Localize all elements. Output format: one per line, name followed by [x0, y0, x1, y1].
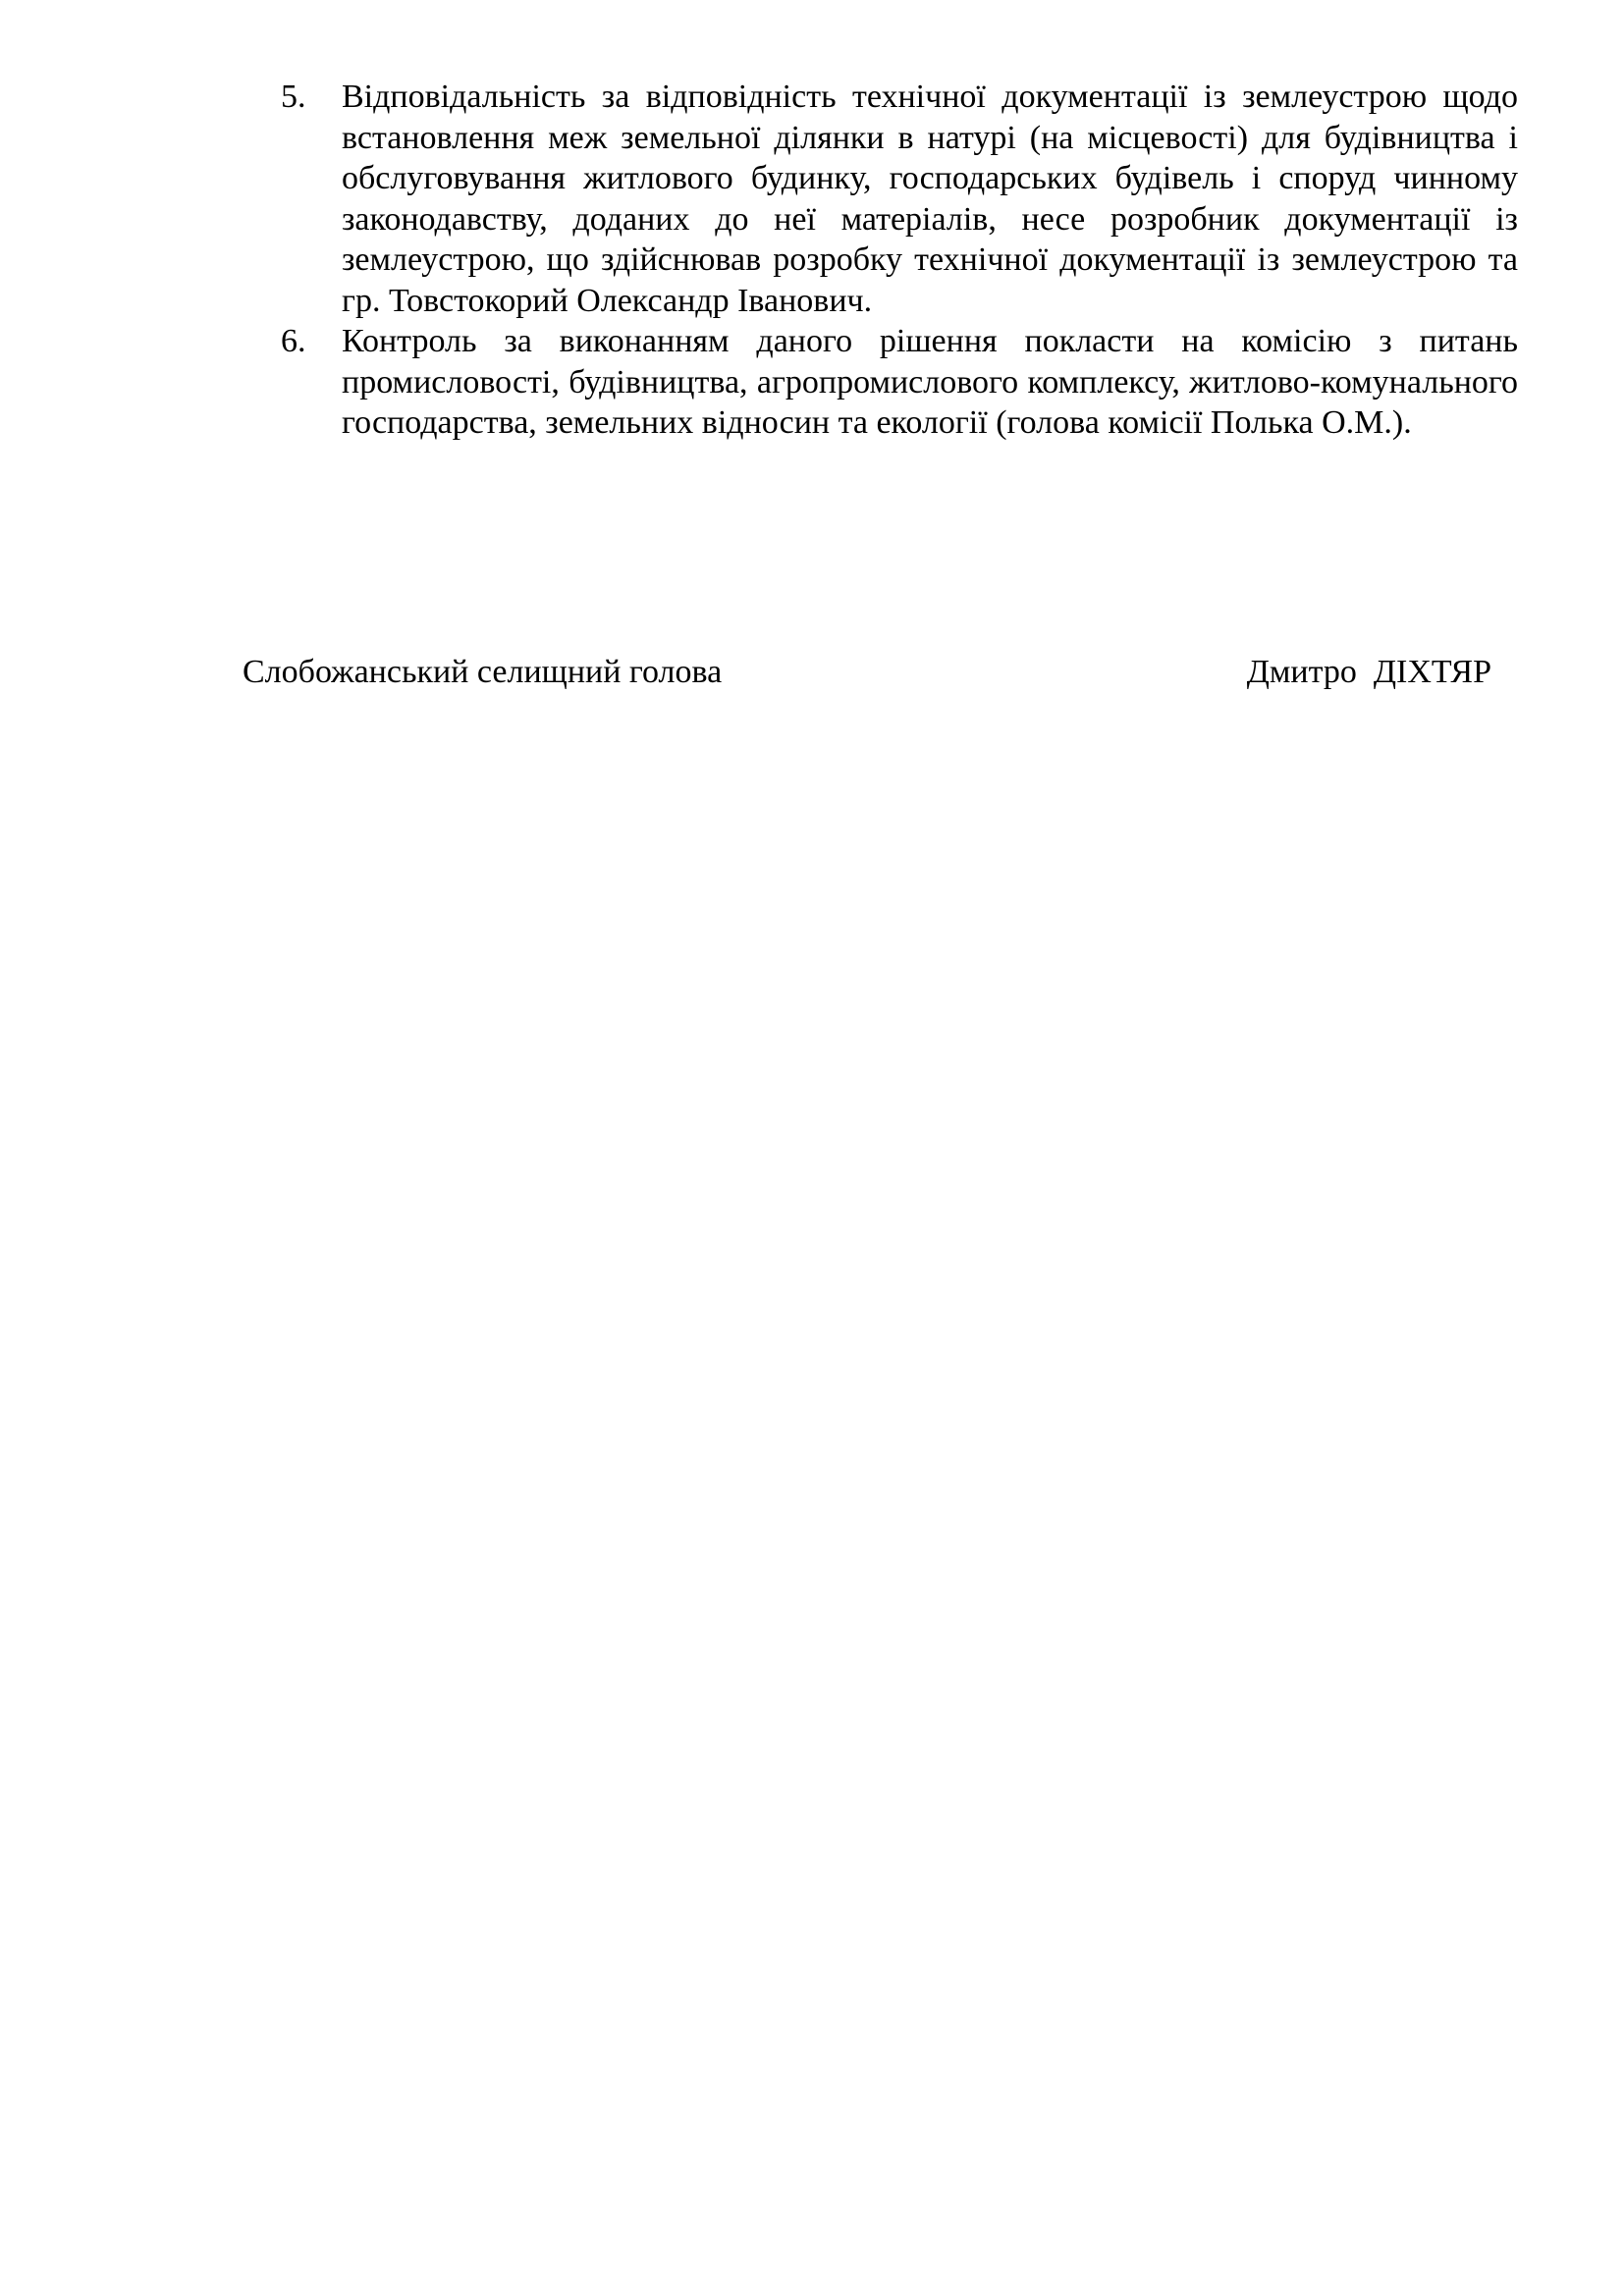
signatory-name: Дмитро ДІХТЯР	[1246, 654, 1491, 690]
item-number: 6.	[281, 323, 306, 359]
list-item	[281, 321, 1518, 444]
item-text: Відповідальність за відповідність технічної документації із землеустрою щодо встановлення меж земельної ділянки в натурі (на місцевості) для будівництва і обслуговування житлового будинку, господарських будівель і споруд чинному законодавству, доданих до неї матеріалів, несе розробник документації із землеустрою, що здійснював розробку технічної документації із землеустрою та гр. Товстокорий Олександр Іванович.	[342, 79, 1518, 319]
item-number: 5.	[281, 79, 306, 115]
signatory-position: Слобожанський селищний голова	[243, 654, 723, 690]
item-text: Контроль за виконанням даного рішення покласти на комісію з питань промисловості, будівництва, агропромислового комплексу, житлово-комунального господарства, земельних відносин та екології (голова комісії Полька О.М.).	[342, 323, 1518, 441]
signature-block	[243, 652, 1491, 693]
decision-list	[281, 77, 1518, 444]
list-item	[281, 77, 1518, 321]
